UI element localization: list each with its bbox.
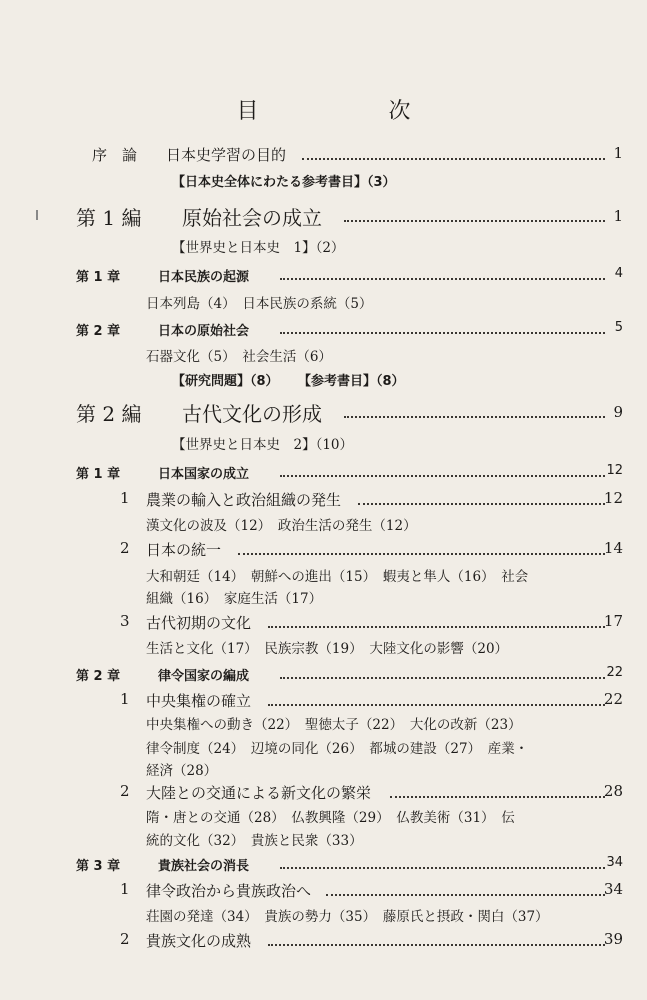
part2-ref xyxy=(0,433,647,457)
intro-page: 1 xyxy=(613,144,623,162)
leader-dots xyxy=(390,796,605,798)
leader-dots xyxy=(280,475,605,477)
section-page: 28 xyxy=(603,782,623,800)
chapter-refs xyxy=(0,370,647,394)
toc-part-1[interactable] xyxy=(0,202,647,232)
toc-section[interactable] xyxy=(0,880,647,904)
section-items xyxy=(0,737,647,761)
section-title: 日本の統一 xyxy=(146,541,222,559)
toc-section[interactable] xyxy=(0,690,647,714)
chapter-label: 第 2 章 xyxy=(76,669,121,684)
intro-label: 序 論 xyxy=(92,146,138,164)
toc-chapter[interactable] xyxy=(0,855,647,879)
chapter-page: 22 xyxy=(606,665,623,680)
leader-dots xyxy=(268,626,605,628)
section-items xyxy=(0,829,647,853)
chapter-title: 貴族社会の消長 xyxy=(158,859,250,874)
chapter-items-text: 石器文化（5） 社会生活（6） xyxy=(146,349,332,365)
chapter-page: 4 xyxy=(614,266,623,281)
part1-label: 第 1 編 xyxy=(76,206,142,230)
chapter-items-text: 日本列島（4） 日本民族の系統（5） xyxy=(146,296,373,312)
chapter-title: 日本国家の成立 xyxy=(158,467,250,482)
research-problems: 【研究問題】（8） xyxy=(172,374,279,389)
toc-chapter[interactable] xyxy=(0,665,647,689)
chapter-title: 律令国家の編成 xyxy=(158,669,250,684)
section-num: 2 xyxy=(120,930,130,948)
section-page: 22 xyxy=(603,690,623,708)
intro-ref xyxy=(0,171,647,195)
section-items-text: 組織（16） 家庭生活（17） xyxy=(146,591,323,607)
section-page: 34 xyxy=(603,880,623,898)
section-items-text: 統的文化（32） 貴族と民衆（33） xyxy=(146,833,363,849)
chapter-title: 日本民族の起源 xyxy=(158,270,250,285)
section-items-text: 経済（28） xyxy=(146,763,218,779)
leader-dots xyxy=(344,416,605,418)
leader-dots xyxy=(344,220,605,222)
section-items xyxy=(0,637,647,661)
leader-dots xyxy=(268,944,605,946)
leader-dots xyxy=(280,332,605,334)
section-num: 2 xyxy=(120,539,130,557)
section-items-text: 隋・唐との交通（28） 仏教興隆（29） 仏教美術（31） 伝 xyxy=(146,810,515,826)
section-title: 中央集権の確立 xyxy=(146,692,252,710)
section-items-text: 漢文化の波及（12） 政治生活の発生（12） xyxy=(146,518,417,534)
leader-dots xyxy=(280,867,605,869)
intro-ref-text: 【日本史全体にわたる参考書目】（3） xyxy=(172,175,396,190)
leader-dots xyxy=(280,278,605,280)
toc-intro[interactable] xyxy=(0,144,647,168)
chapter-label: 第 3 章 xyxy=(76,859,121,874)
page-title: 目 次 xyxy=(236,99,465,124)
section-title: 貴族文化の成熟 xyxy=(146,932,252,950)
section-items xyxy=(0,713,647,737)
section-items-text: 律令制度（24） 辺境の同化（26） 都城の建設（27） 産業・ xyxy=(146,741,529,757)
toc-section[interactable] xyxy=(0,612,647,636)
leader-dots xyxy=(358,503,605,505)
section-page: 17 xyxy=(603,612,623,630)
chapter-label: 第 2 章 xyxy=(76,324,121,339)
section-title: 古代初期の文化 xyxy=(146,614,252,632)
section-title: 大陸との交通による新文化の繁栄 xyxy=(146,784,372,802)
chapter-title: 日本の原始社会 xyxy=(158,324,250,339)
toc-part-2[interactable] xyxy=(0,398,647,428)
section-items xyxy=(0,514,647,538)
leader-dots xyxy=(238,553,605,555)
chapter-page: 5 xyxy=(614,320,623,335)
section-page: 12 xyxy=(603,489,623,507)
toc-section[interactable] xyxy=(0,782,647,806)
part1-title: 原始社会の成立 xyxy=(182,206,322,230)
part2-page: 9 xyxy=(613,403,623,421)
section-title: 農業の輸入と政治組織の発生 xyxy=(146,491,342,509)
section-num: 1 xyxy=(120,690,130,708)
leader-dots xyxy=(302,158,605,160)
section-title: 律令政治から貴族政治へ xyxy=(146,882,312,900)
section-num: 1 xyxy=(120,880,130,898)
intro-title: 日本史学習の目的 xyxy=(166,146,287,164)
section-items-text: 生活と文化（17） 民族宗教（19） 大陸文化の影響（20） xyxy=(146,641,509,657)
section-items xyxy=(0,759,647,783)
chapter-items xyxy=(0,292,647,316)
section-page: 39 xyxy=(603,930,623,948)
chapter-label: 第 1 章 xyxy=(76,270,121,285)
part1-ref xyxy=(0,236,647,260)
toc-chapter[interactable] xyxy=(0,266,647,290)
leader-dots xyxy=(326,894,605,896)
section-items-text: 大和朝廷（14） 朝鮮への進出（15） 蝦夷と隼人（16） 社会 xyxy=(146,569,529,585)
toc-chapter[interactable] xyxy=(0,463,647,487)
section-page: 14 xyxy=(603,539,623,557)
part2-title: 古代文化の形成 xyxy=(182,402,322,426)
toc-section[interactable] xyxy=(0,930,647,954)
section-items-text: 中央集権への動き（22） 聖徳太子（22） 大化の改新（23） xyxy=(146,717,522,733)
section-items-text: 荘園の発達（34） 貴族の勢力（35） 藤原氏と摂政・関白（37） xyxy=(146,909,549,925)
part1-page: 1 xyxy=(613,207,623,225)
leader-dots xyxy=(268,704,605,706)
toc-section[interactable] xyxy=(0,539,647,563)
section-num: 3 xyxy=(120,612,130,630)
section-items xyxy=(0,587,647,611)
section-items xyxy=(0,905,647,929)
section-num: 1 xyxy=(120,489,130,507)
part2-label: 第 2 編 xyxy=(76,402,142,426)
chapter-label: 第 1 章 xyxy=(76,467,121,482)
toc-chapter[interactable] xyxy=(0,320,647,344)
chapter-page: 34 xyxy=(606,855,623,870)
toc-section[interactable] xyxy=(0,489,647,513)
chapter-page: 12 xyxy=(606,463,623,478)
leader-dots xyxy=(280,677,605,679)
section-num: 2 xyxy=(120,782,130,800)
reference-books: 【参考書目】（8） xyxy=(298,374,405,389)
section-items xyxy=(0,565,647,589)
chapter-items xyxy=(0,345,647,369)
section-items xyxy=(0,806,647,830)
part2-ref-text: 【世界史と日本史 2】（10） xyxy=(172,437,354,453)
part1-ref-text: 【世界史と日本史 1】（2） xyxy=(172,240,345,256)
